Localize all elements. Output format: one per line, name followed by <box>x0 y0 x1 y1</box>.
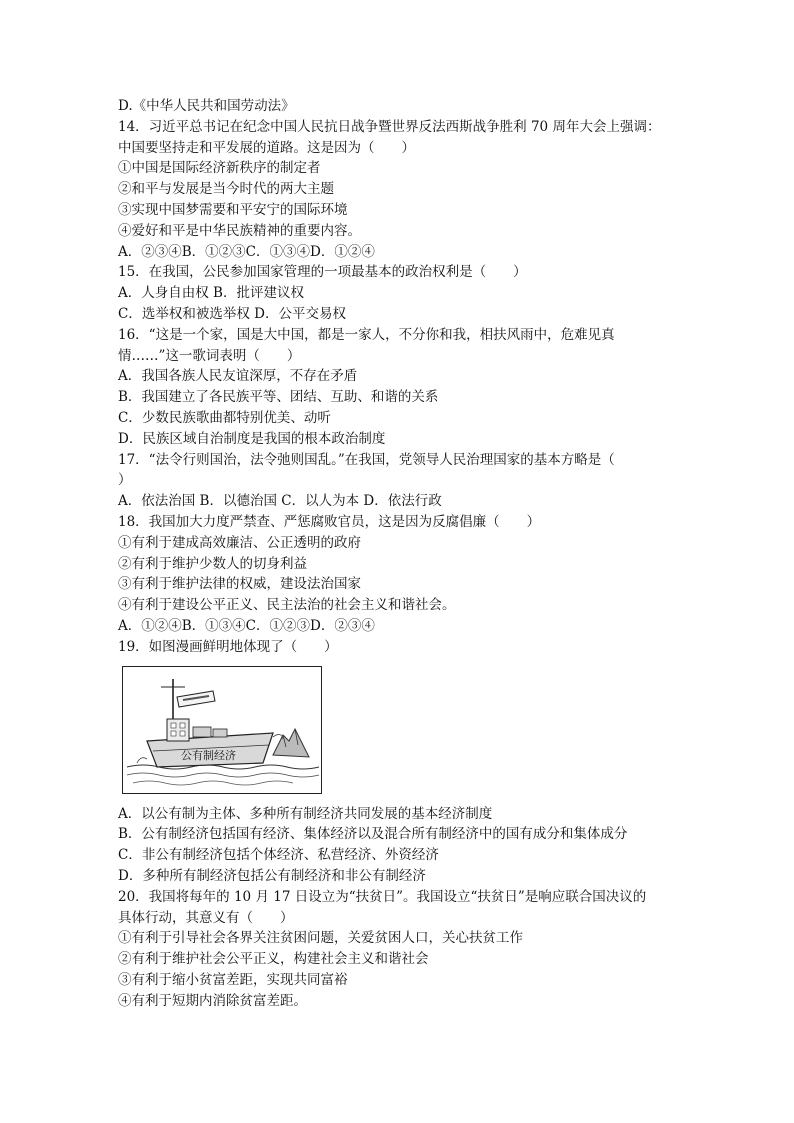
q20-statement-1: ①有利于引导社会各界关注贫困问题，关爱贫困人口，关心扶贫工作 <box>118 930 523 947</box>
q17-stem-line1: 17．“法令行则国治，法令弛则国乱。”在我国，党领导人民治理国家的基本方略是（ <box>118 451 615 468</box>
q15-options-ab: A．人身自由权 B．批评建议权 <box>118 285 304 302</box>
q17-options: A．依法治国 B．以德治国 C．以人为本 D．依法行政 <box>118 493 442 510</box>
q16-stem-line2: 情……”这一歌词表明（ ） <box>118 347 301 364</box>
q15-stem: 15．在我国，公民参加国家管理的一项最基本的政治权利是（ ） <box>118 264 527 281</box>
q18-stem: 18．我国加大力度严禁查、严惩腐败官员，这是因为反腐倡廉（ ） <box>118 513 541 530</box>
q20-statement-3: ③有利于缩小贫富差距，实现共同富裕 <box>118 971 348 988</box>
hull-label: 公有制经济 <box>181 748 236 762</box>
q16-stem-line1: 16．“这是一个家，国是大中国，都是一家人，不分你和我，相扶风雨中，危难见真 <box>118 326 615 343</box>
q19-option-c: C．非公有制经济包括个体经济、私营经济、外资经济 <box>118 847 439 864</box>
cartoon-figure <box>122 666 322 794</box>
q20-stem-line2: 具体行动，其意义有（ ） <box>118 909 294 926</box>
q16-option-d: D．民族区域自治制度是我国的根本政治制度 <box>118 430 386 447</box>
q14-statement-2: ②和平与发展是当今时代的两大主题 <box>118 181 334 198</box>
q15-options-cd: C．选举权和被选举权 D．公平交易权 <box>118 305 346 322</box>
q19-option-b: B．公有制经济包括国有经济、集体经济以及混合所有制经济中的国有成分和集体成分 <box>118 826 628 843</box>
q14-options: A．②③④B．①②③C．①③④D．①②④ <box>118 243 375 260</box>
exam-page <box>118 96 678 1011</box>
q14-statement-1: ①中国是国际经济新秩序的制定者 <box>118 160 321 177</box>
q20-statement-2: ②有利于维护社会公平正义，构建社会主义和谐社会 <box>118 951 429 968</box>
q18-statement-3: ③有利于维护法律的权威，建设法治国家 <box>118 576 361 593</box>
q14-stem-line2: 中国要坚持走和平发展的道路。这是因为（ ） <box>118 139 415 156</box>
q18-statement-2: ②有利于维护少数人的切身利益 <box>118 555 307 572</box>
q18-statement-4: ④有利于建设公平正义、民主法治的社会主义和谐社会。 <box>118 597 456 614</box>
q13-option-d: D.《中华人民共和国劳动法》 <box>118 98 295 114</box>
q14-stem-line1: 14．习近平总书记在纪念中国人民抗日战争暨世界反法西斯战争胜利 70 周年大会上强调： <box>118 118 661 135</box>
q17-stem-line2: ） <box>118 472 132 489</box>
ship-cartoon-illustration <box>123 667 321 793</box>
q16-option-c: C．少数民族歌曲都特别优美、动听 <box>118 409 331 426</box>
q19-option-d: D．多种所有制经济包括公有制经济和非公有制经济 <box>118 867 426 884</box>
q20-stem-line1: 20．我国将每年的 10 月 17 日设立为“扶贫日”。我国设立“扶贫日”是响应联合国决议的 <box>118 888 647 905</box>
q14-statement-3: ③实现中国梦需要和平安宁的国际环境 <box>118 201 348 218</box>
q14-statement-4: ④爱好和平是中华民族精神的重要内容。 <box>118 222 361 239</box>
q20-statement-4: ④有利于短期内消除贫富差距。 <box>118 992 307 1009</box>
q18-statement-1: ①有利于建成高效廉洁、公正透明的政府 <box>118 534 361 551</box>
q19-option-a: A．以公有制为主体、多种所有制经济共同发展的基本经济制度 <box>118 805 493 822</box>
q18-options: A．①②④B．①③④C．①②③D．②③④ <box>118 617 375 634</box>
q16-option-b: B．我国建立了各民族平等、团结、互助、和谐的关系 <box>118 389 439 406</box>
q16-option-a: A．我国各族人民友谊深厚，不存在矛盾 <box>118 368 358 385</box>
q19-stem: 19．如图漫画鲜明地体现了（ ） <box>118 638 338 655</box>
